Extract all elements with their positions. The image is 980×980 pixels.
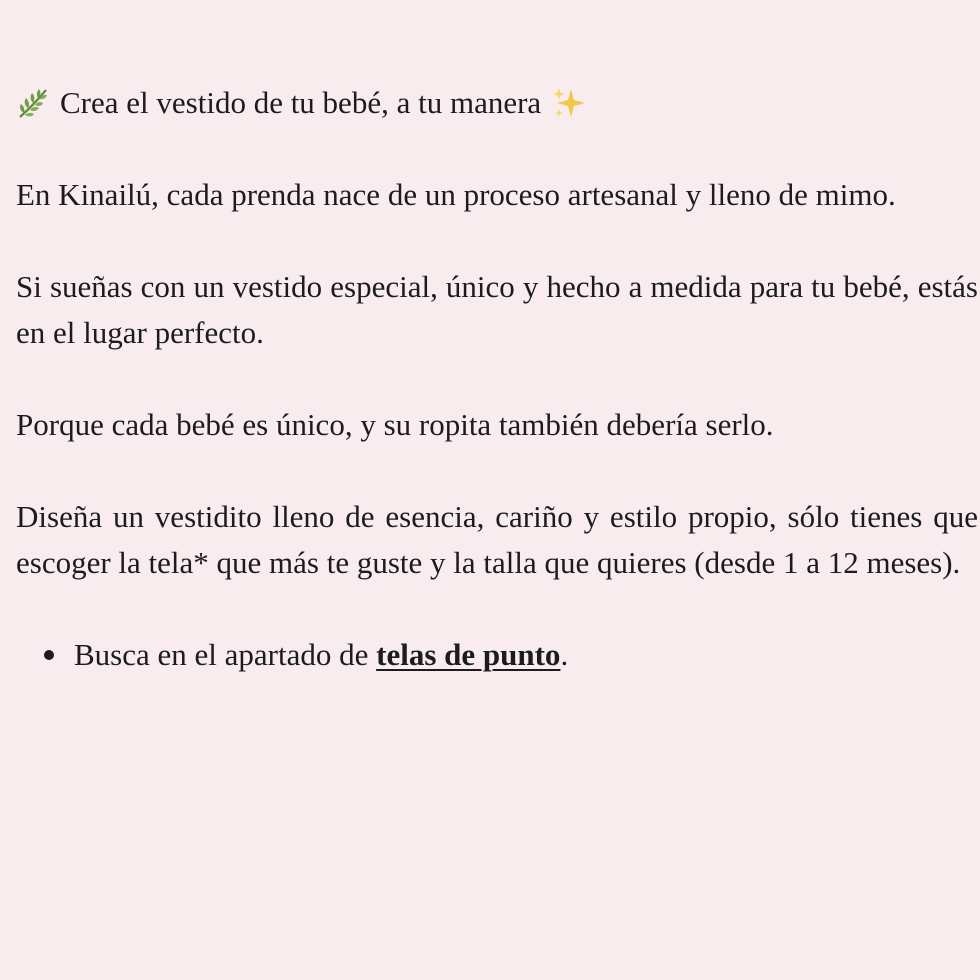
sparkles-icon	[551, 85, 587, 121]
bullet-dot	[44, 650, 54, 660]
bullet-list	[16, 632, 978, 678]
heading-text: Crea el vestido de tu bebé, a tu manera	[60, 85, 542, 120]
herb-icon	[16, 86, 50, 120]
bullet-prefix: Busca en el apartado de	[74, 637, 377, 672]
article-body	[16, 80, 978, 678]
paragraph-unique-baby: Porque cada bebé es único, y su ropita también debería serlo.	[16, 407, 774, 442]
list-item	[16, 632, 978, 678]
paragraph-custom-dress: Si sueñas con un vestido especial, único y hecho a medida para tu bebé, estás en el lugar perfecto.	[16, 269, 978, 350]
telas-de-punto-link[interactable]: telas de punto	[376, 637, 561, 672]
paragraph-kinailu: En Kinailú, cada prenda nace de un proceso artesanal y lleno de mimo.	[16, 177, 896, 212]
paragraph-design: Diseña un vestidito lleno de esencia, cariño y estilo propio, sólo tienes que escoger la tela* que más te guste y la talla que quieres (desde 1 a 12 meses).	[16, 499, 978, 580]
bullet-suffix: .	[560, 637, 569, 672]
intro-heading	[16, 80, 978, 126]
